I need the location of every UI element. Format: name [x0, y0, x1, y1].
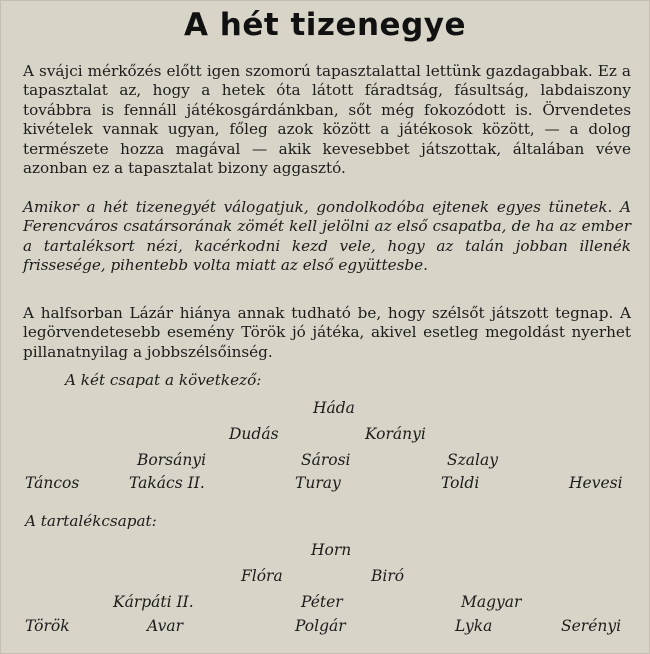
player-forward: Lyka — [455, 617, 493, 635]
player-forward: Polgár — [295, 617, 346, 635]
player-back: Biró — [371, 567, 405, 585]
reserve-team-heading: A tartalékcsapat: — [25, 512, 157, 530]
player-forward: Avar — [147, 617, 183, 635]
player-half: Péter — [301, 593, 343, 611]
paragraph-intro: A svájci mérkőzés előtt igen szomorú tapasztalattal lettünk gazdagabbak. Ez a tapasztalat az, hogy a hetek óta látott fáradtság, fásultság, labdaiszony továbbra is fennáll játékosgárdánkban, sőt még fokozódott is. Örvendetes kivételek vannak ugyan, főleg azok között a játékosok között, — a dolog természete hozza magával — akik kevesebbet játszottak, általában véve azonban ez a tapasztalat bizony aggasztó. — [23, 62, 631, 178]
player-forward: Turay — [295, 474, 341, 492]
paragraph-selection: Amikor a hét tizenegyét válogatjuk, gondolkodóba ejtenek egyes tünetek. A Ferencváros csatársorának zömét kell jelölni az első csapatba, de ha az ember a tartaléksort nézi, kacérkodni kezd vele, hogy az talán jobban illenék frissesége, pihentebb volta miatt az első együttesbe. — [23, 198, 631, 275]
player-goalkeeper: Horn — [311, 541, 352, 559]
player-half: Magyar — [461, 593, 522, 611]
player-forward: Török — [25, 617, 70, 635]
player-half: Borsányi — [137, 451, 207, 469]
player-forward: Takács II. — [129, 474, 205, 492]
player-forward: Táncos — [25, 474, 80, 492]
player-half: Szalay — [447, 451, 498, 469]
player-back: Korányi — [365, 425, 426, 443]
player-half: Sárosi — [301, 451, 351, 469]
player-goalkeeper: Háda — [313, 399, 355, 417]
player-half: Kárpáti II. — [113, 593, 194, 611]
player-forward: Serényi — [561, 617, 622, 635]
player-forward: Hevesi — [569, 474, 623, 492]
player-forward: Toldi — [441, 474, 480, 492]
player-back: Dudás — [229, 425, 279, 443]
article-title: A hét tizenegye — [183, 7, 467, 43]
first-team-heading: A két csapat a következő: — [65, 371, 262, 389]
player-back: Flóra — [241, 567, 283, 585]
paragraph-halfback: A halfsorban Lázár hiánya annak tudható be, hogy szélsőt játszott tegnap. A legörvendetesebb esemény Török jó játéka, akivel esetleg megoldást nyerhet pillanatnyilag a jobbszélsőinség. — [23, 304, 631, 361]
